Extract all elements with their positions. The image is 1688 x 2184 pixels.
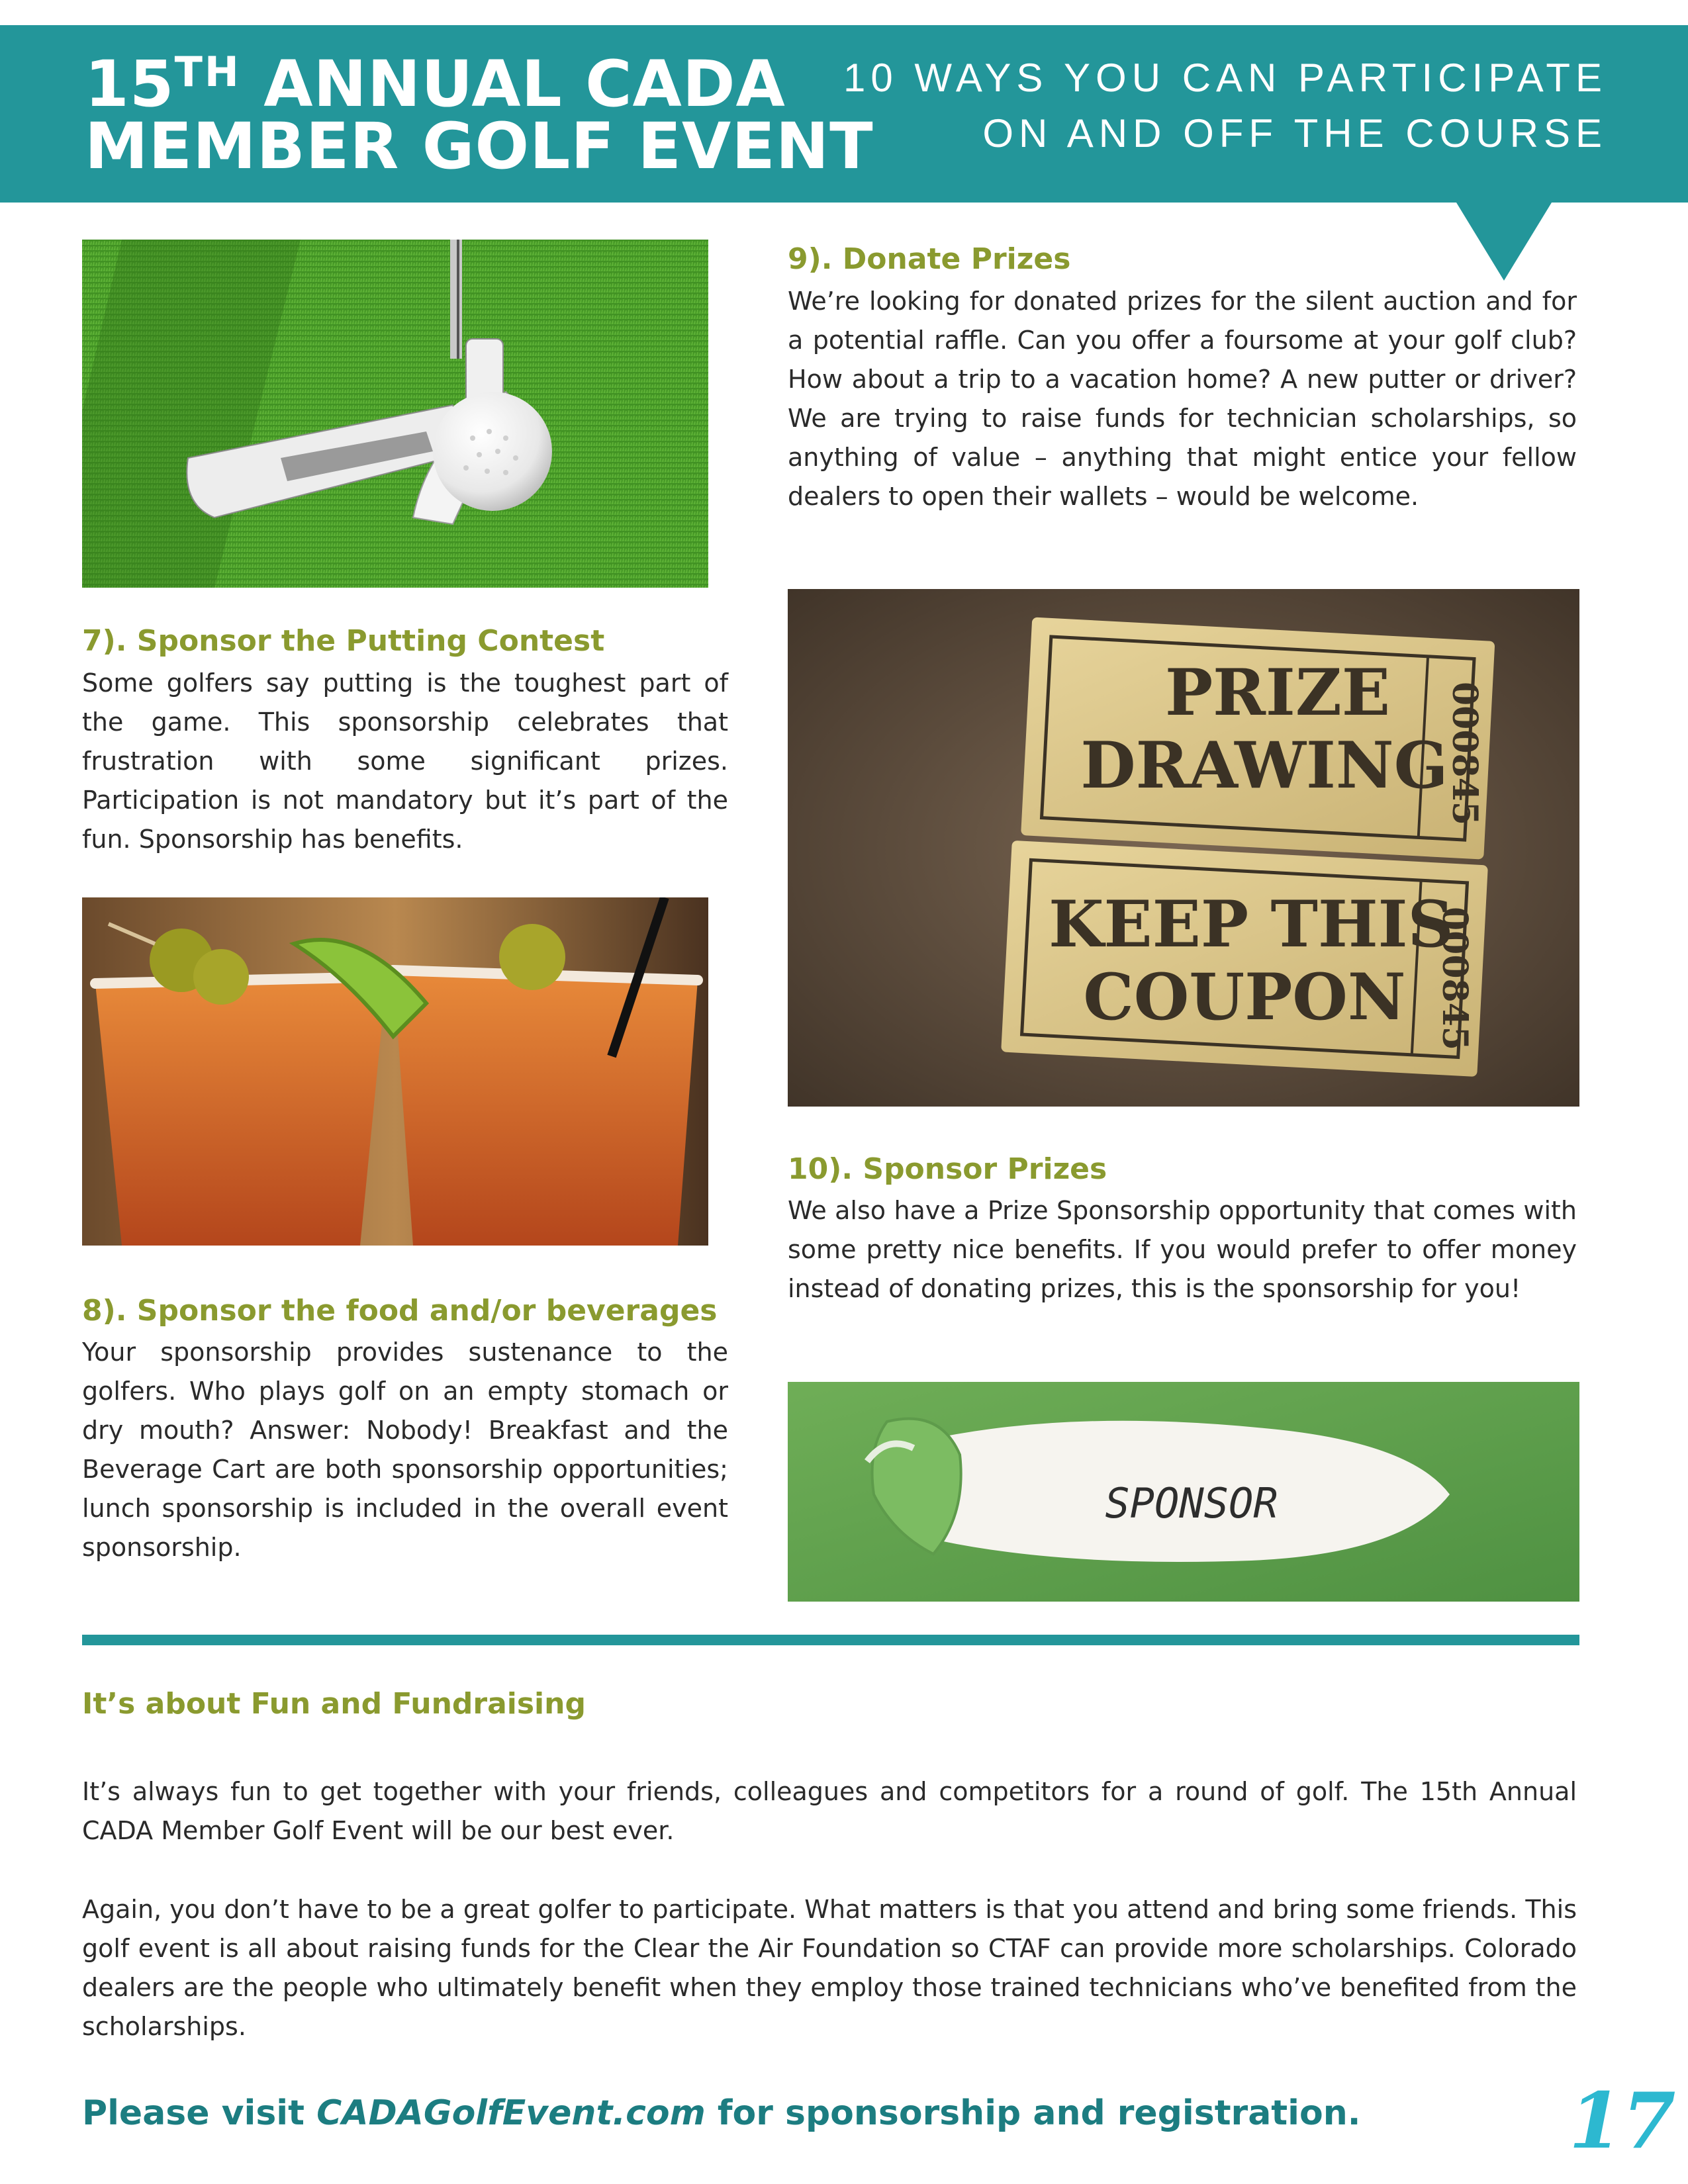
footer-suffix: for sponsorship and registration.	[705, 2093, 1361, 2133]
title-line1: ANNUAL CADA	[240, 47, 786, 121]
section-divider	[82, 1635, 1579, 1645]
page-number: 17	[1569, 2076, 1676, 2166]
ticket2-serial-text: 000845	[1434, 907, 1475, 1051]
section-9-body: We’re looking for donated prizes for the silent auction and for a potential raffle. Can you offer a foursome at your golf club? How about a trip to a vacation home? A new putter or driver? We are trying to raise funds for technician scholarships, so anything of value – anything that might entice your fellow dealers to open their wallets – would be welcome.	[788, 287, 1577, 511]
ticket2-line1-text: KEEP THIS	[1049, 887, 1454, 962]
fun-paragraph-1: It’s always fun to get together with your friends, colleagues and competitors for a round of golf. The 15th Annual CADA Member Golf Event will be our best ever.	[82, 1777, 1577, 1845]
footer-prefix: Please visit	[82, 2093, 317, 2133]
subtitle-line1: 10 WAYS YOU CAN PARTICIPATE	[843, 56, 1607, 100]
title-number: 15	[85, 47, 175, 121]
section-9-heading: 9). Donate Prizes	[788, 242, 1071, 276]
title-line2: MEMBER GOLF EVENT	[85, 109, 874, 183]
page-title	[85, 41, 912, 183]
ticket1-line2-text: DRAWING	[1080, 728, 1448, 803]
header-pointer	[1456, 203, 1552, 281]
section-7-heading: 7). Sponsor the Putting Contest	[82, 624, 605, 658]
footer-website-link[interactable]: CADAGolfEvent.com	[316, 2093, 706, 2133]
sponsor-text: SPONSOR	[1105, 1479, 1278, 1527]
prize-tickets-photo	[788, 589, 1579, 1107]
section-10-heading: 10). Sponsor Prizes	[788, 1152, 1107, 1186]
title-ordinal: TH	[174, 48, 241, 96]
section-8-body: Your sponsorship provides sustenance to the golfers. Who plays golf on an empty stomach or dry mouth? Answer: Nobody! Breakfast and the Beverage Cart are both sponsorship opportunities; lunch sponsorship is included in the overall event sponsorship.	[82, 1338, 728, 1562]
section-7-body: Some golfers say putting is the toughest part of the game. This sponsorship celebrates that frustration with some significant prizes. Participation is not mandatory but it’s part of the fun. Sponsorship has benefits.	[82, 668, 728, 854]
sponsor-paper-photo	[788, 1382, 1579, 1602]
drinks-photo	[82, 897, 708, 1246]
page-subtitle	[813, 50, 1607, 161]
fun-paragraph-2: Again, you don’t have to be a great golfer to participate. What matters is that you attend and bring some friends. This golf event is all about raising funds for the Clear the Air Foundation so CTAF can provide more scholarships. Colorado dealers are the people who ultimately benefit when they employ those trained technicians who’ve benefited from the scholarships.	[82, 1895, 1577, 2041]
ticket1-serial-text: 000845	[1444, 682, 1485, 826]
section-8-heading: 8). Sponsor the food and/or beverages	[82, 1294, 718, 1328]
footer-visit-line	[82, 2090, 1406, 2136]
section-10-body: We also have a Prize Sponsorship opportunity that comes with some pretty nice benefits. If you would prefer to offer money instead of donating prizes, this is the sponsorship for you!	[788, 1196, 1577, 1303]
fun-heading: It’s about Fun and Fundraising	[82, 1687, 586, 1721]
subtitle-line2: ON AND OFF THE COURSE	[982, 111, 1607, 156]
putter-photo	[82, 240, 708, 588]
ticket1-line1-text: PRIZE	[1164, 655, 1391, 730]
ticket2-line2-text: COUPON	[1083, 960, 1406, 1034]
